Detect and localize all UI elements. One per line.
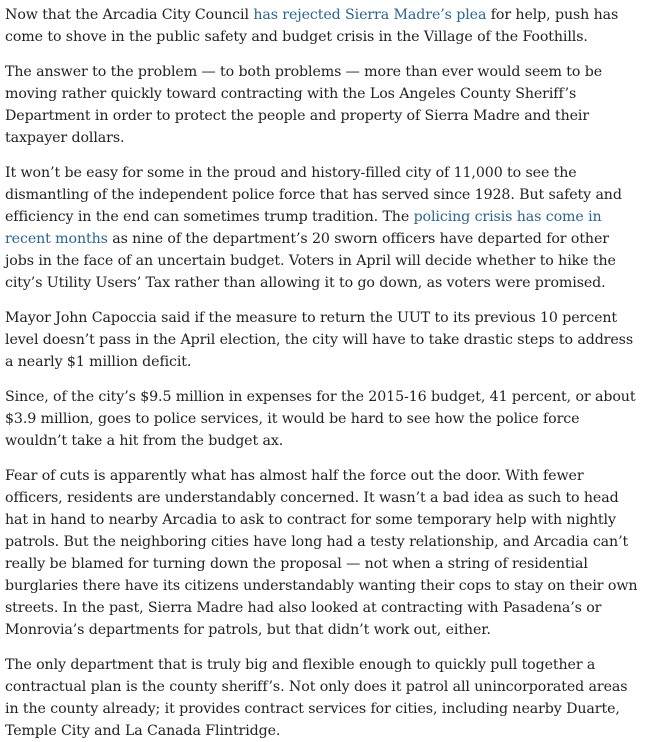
paragraph-1-text-end: for help, push has come to shove in the public safety and budget crisis in the Village of the Foothills.	[5, 7, 619, 45]
paragraph-3	[5, 162, 642, 294]
paragraph-1-text-start: Now that the Arcadia City Council	[5, 7, 254, 23]
paragraph-7: The only department that is truly big and flexible enough to quickly pull together a contractual plan is the county sheriff’s. Not only does it patrol all unincorporated areas in the county already; it provides contract services for cities, including nearby Duarte, Temple City and La Canada Flintridge.	[5, 657, 628, 739]
link-policing-crisis[interactable]: policing crisis has come in recent months	[5, 209, 602, 247]
paragraph-4: Mayor John Capoccia said if the measure to return the UUT to its previous 10 percent level doesn’t pass in the April election, the city will have to take drastic steps to address a nearly $1 million deficit.	[5, 310, 634, 370]
paragraph-2: The answer to the problem — to both problems — more than ever would seem to be moving rather quickly toward contracting with the Los Angeles County Sheriff’s Department in order to protect the people and property of Sierra Madre and their taxpayer dollars.	[5, 64, 603, 146]
paragraph-3-text-end: as nine of the department’s 20 sworn officers have departed for other jobs in the face of an uncertain budget. Voters in April will decide whether to hike the city’s Utility Users’ Tax rather than allowing it to go down, as voters were promised.	[5, 231, 616, 291]
paragraph-6: Fear of cuts is apparently what has almost half the force out the door. With fewer officers, residents are understandably concerned. It wasn’t a bad idea as such to head hat in hand to nearby Arcadia to ask to contract for some temporary help with nightly patrols. But the neighboring cities have long had a testy relationship, and Arcadia can’t really be blamed for turning down the proposal — not when a string of residential burglaries there have its citizens understandably wanting their cops to stay on their own streets. In the past, Sierra Madre had also looked at contracting with Pasadena’s or Monrovia’s departments for patrols, but that didn’t work out, either.	[5, 468, 638, 638]
paragraph-5: Since, of the city’s $9.5 million in expenses for the 2015-16 budget, 41 percent, or about $3.9 million, goes to police services, it would be hard to see how the police force wouldn’t take a hit from the budget ax.	[5, 389, 636, 449]
link-rejected-plea[interactable]: has rejected Sierra Madre’s plea	[253, 7, 487, 23]
paragraph-3-text-start: It won’t be easy for some in the proud and history-filled city of 11,000 to see the dismantling of the independent police force that has served since 1928. But safety and efficiency in the end can sometimes trump tradition. The	[5, 165, 622, 225]
paragraph-1	[5, 4, 642, 48]
